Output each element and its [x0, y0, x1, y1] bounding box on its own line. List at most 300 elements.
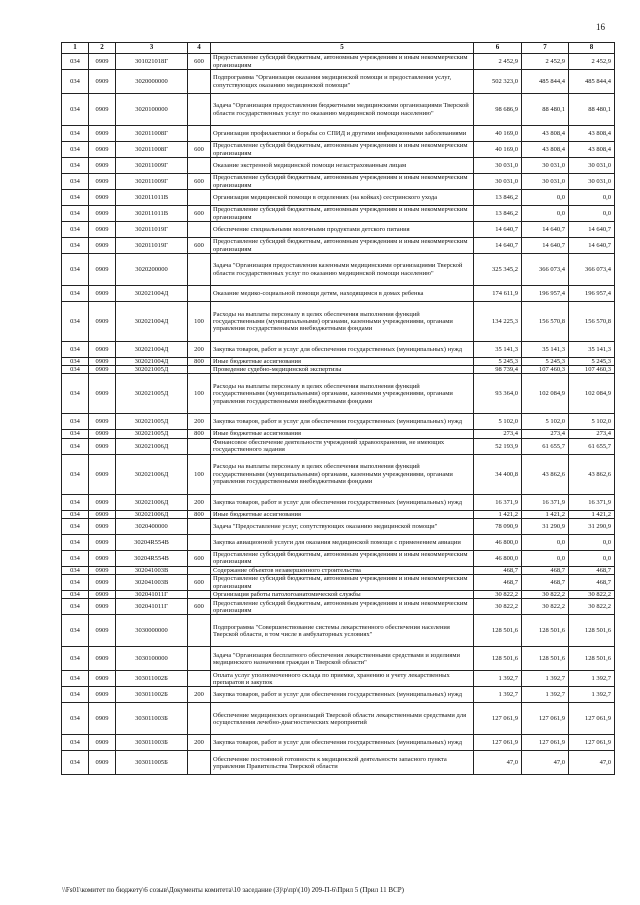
amount-year2-cell: 16 371,9 — [522, 494, 569, 510]
target-article-cell: 302011019Г — [116, 238, 188, 254]
target-article-cell: 3030000000 — [116, 615, 188, 647]
description-cell: Обеспечение специальными молочными продуктами детского питания — [211, 222, 474, 238]
amount-year3-cell: 61 655,7 — [569, 438, 615, 454]
amount-year2-cell: 14 640,7 — [522, 222, 569, 238]
amount-year2-cell: 366 073,4 — [522, 254, 569, 286]
table-row — [62, 190, 615, 206]
expense-type-cell: 100 — [188, 454, 211, 494]
column-header: 6 — [474, 43, 522, 54]
amount-year1-cell: 93 364,0 — [474, 374, 522, 414]
description-cell: Расходы на выплаты персоналу в целях обеспечения выполнения функций государственными (муниципальными) органами, казенными учреждениями, органами управления государственными внебюджетными фондами — [211, 302, 474, 342]
table-row — [62, 454, 615, 494]
section-code-cell: 0909 — [89, 454, 116, 494]
table-row — [62, 751, 615, 775]
section-code-cell: 0909 — [89, 414, 116, 430]
amount-year1-cell: 5 245,3 — [474, 358, 522, 366]
amount-year3-cell: 14 640,7 — [569, 238, 615, 254]
amount-year1-cell: 40 169,0 — [474, 126, 522, 142]
expense-type-cell: 600 — [188, 238, 211, 254]
target-article-cell: 302041003В — [116, 575, 188, 591]
target-article-cell: 302011009Г — [116, 158, 188, 174]
table-header-row — [62, 43, 615, 54]
amount-year2-cell: 5 102,0 — [522, 414, 569, 430]
amount-year1-cell: 46 800,0 — [474, 550, 522, 566]
target-article-cell: 3020000000 — [116, 70, 188, 94]
amount-year2-cell: 156 570,8 — [522, 302, 569, 342]
amount-year1-cell: 30 822,2 — [474, 599, 522, 615]
amount-year1-cell: 5 102,0 — [474, 414, 522, 430]
expense-type-cell: 600 — [188, 54, 211, 70]
expense-type-cell: 800 — [188, 430, 211, 438]
target-article-cell: 303011002Б — [116, 671, 188, 687]
amount-year3-cell: 127 061,9 — [569, 735, 615, 751]
description-cell: Подпрограмма "Организация оказания медицинской помощи и предоставления услуг, сопутствующих оказанию медицинской помощи" — [211, 70, 474, 94]
table-row — [62, 703, 615, 735]
column-header: 1 — [62, 43, 89, 54]
expense-type-cell: 100 — [188, 302, 211, 342]
section-code-cell: 0909 — [89, 254, 116, 286]
admin-code-cell: 034 — [62, 591, 89, 599]
amount-year1-cell: 98 739,4 — [474, 366, 522, 374]
table-row — [62, 302, 615, 342]
admin-code-cell: 034 — [62, 534, 89, 550]
section-code-cell: 0909 — [89, 703, 116, 735]
table-row — [62, 438, 615, 454]
section-code-cell: 0909 — [89, 206, 116, 222]
table-row — [62, 615, 615, 647]
expense-type-cell: 600 — [188, 206, 211, 222]
target-article-cell: 3020200000 — [116, 254, 188, 286]
target-article-cell: 302021005Д — [116, 414, 188, 430]
expense-type-cell — [188, 566, 211, 574]
amount-year3-cell: 468,7 — [569, 575, 615, 591]
amount-year2-cell: 61 655,7 — [522, 438, 569, 454]
admin-code-cell: 034 — [62, 238, 89, 254]
expense-type-cell — [188, 438, 211, 454]
amount-year2-cell: 35 141,3 — [522, 342, 569, 358]
table-row — [62, 158, 615, 174]
table-row — [62, 286, 615, 302]
admin-code-cell: 034 — [62, 286, 89, 302]
expense-type-cell — [188, 647, 211, 671]
amount-year2-cell: 273,4 — [522, 430, 569, 438]
admin-code-cell: 034 — [62, 206, 89, 222]
target-article-cell: 302011011В — [116, 190, 188, 206]
admin-code-cell: 034 — [62, 454, 89, 494]
amount-year3-cell: 30 031,0 — [569, 174, 615, 190]
table-row — [62, 494, 615, 510]
table-row — [62, 414, 615, 430]
section-code-cell: 0909 — [89, 510, 116, 518]
section-code-cell: 0909 — [89, 518, 116, 534]
section-code-cell: 0909 — [89, 374, 116, 414]
amount-year1-cell: 13 846,2 — [474, 190, 522, 206]
expense-type-cell — [188, 366, 211, 374]
amount-year2-cell: 0,0 — [522, 190, 569, 206]
amount-year3-cell: 43 862,6 — [569, 454, 615, 494]
section-code-cell: 0909 — [89, 174, 116, 190]
amount-year1-cell: 46 800,0 — [474, 534, 522, 550]
amount-year3-cell: 30 031,0 — [569, 158, 615, 174]
amount-year2-cell: 1 392,7 — [522, 687, 569, 703]
expense-type-cell: 600 — [188, 575, 211, 591]
table-row — [62, 599, 615, 615]
amount-year3-cell: 31 290,9 — [569, 518, 615, 534]
amount-year2-cell: 196 957,4 — [522, 286, 569, 302]
description-cell: Расходы на выплаты персоналу в целях обеспечения выполнения функций государственными (муниципальными) органами, казенными учреждениями, органами управления государственными внебюджетными фондами — [211, 374, 474, 414]
expense-type-cell — [188, 534, 211, 550]
amount-year3-cell: 16 371,9 — [569, 494, 615, 510]
expense-type-cell: 600 — [188, 174, 211, 190]
amount-year3-cell: 30 822,2 — [569, 599, 615, 615]
amount-year2-cell: 5 245,3 — [522, 358, 569, 366]
admin-code-cell: 034 — [62, 647, 89, 671]
target-article-cell: 303011003Б — [116, 703, 188, 735]
amount-year1-cell: 502 323,0 — [474, 70, 522, 94]
amount-year3-cell: 88 480,1 — [569, 94, 615, 126]
table-row — [62, 174, 615, 190]
amount-year1-cell: 468,7 — [474, 575, 522, 591]
admin-code-cell: 034 — [62, 374, 89, 414]
expense-type-cell — [188, 158, 211, 174]
description-cell: Предоставление субсидий бюджетным, автономным учреждениям и иным некоммерческим организациям — [211, 575, 474, 591]
description-cell: Закупка товаров, работ и услуг для обеспечения государственных (муниципальных) нужд — [211, 414, 474, 430]
admin-code-cell: 034 — [62, 438, 89, 454]
target-article-cell: 302011008Г — [116, 142, 188, 158]
description-cell: Расходы на выплаты персоналу в целях обеспечения выполнения функций государственными (муниципальными) органами, казенными учреждениями, органами управления государственными внебюджетными фондами — [211, 454, 474, 494]
section-code-cell: 0909 — [89, 751, 116, 775]
description-cell: Подпрограмма "Совершенствование системы лекарственного обеспечения населения Тверской области, в том числе в амбулаторных условиях" — [211, 615, 474, 647]
description-cell: Задача "Организация бесплатного обеспечения лекарственными средствами и изделиями медицинского назначения граждан в Тверской области" — [211, 647, 474, 671]
admin-code-cell: 034 — [62, 414, 89, 430]
section-code-cell: 0909 — [89, 735, 116, 751]
amount-year3-cell: 273,4 — [569, 430, 615, 438]
expense-type-cell — [188, 126, 211, 142]
amount-year2-cell: 0,0 — [522, 534, 569, 550]
admin-code-cell: 034 — [62, 751, 89, 775]
amount-year1-cell: 35 141,3 — [474, 342, 522, 358]
description-cell: Закупка товаров, работ и услуг для обеспечения государственных (муниципальных) нужд — [211, 494, 474, 510]
description-cell: Предоставление субсидий бюджетным, автономным учреждениям и иным некоммерческим организациям — [211, 54, 474, 70]
section-code-cell: 0909 — [89, 566, 116, 574]
amount-year3-cell: 0,0 — [569, 550, 615, 566]
table-row — [62, 671, 615, 687]
description-cell: Закупка товаров, работ и услуг для обеспечения государственных (муниципальных) нужд — [211, 342, 474, 358]
target-article-cell: 30204R554В — [116, 534, 188, 550]
expense-type-cell — [188, 94, 211, 126]
section-code-cell: 0909 — [89, 286, 116, 302]
description-cell: Проведение судебно-медицинской экспертизы — [211, 366, 474, 374]
amount-year3-cell: 0,0 — [569, 534, 615, 550]
admin-code-cell: 034 — [62, 494, 89, 510]
amount-year3-cell: 107 460,3 — [569, 366, 615, 374]
expense-type-cell — [188, 591, 211, 599]
amount-year2-cell: 0,0 — [522, 550, 569, 566]
admin-code-cell: 034 — [62, 671, 89, 687]
section-code-cell: 0909 — [89, 94, 116, 126]
admin-code-cell: 034 — [62, 687, 89, 703]
expense-type-cell: 200 — [188, 494, 211, 510]
table-row — [62, 366, 615, 374]
amount-year3-cell: 468,7 — [569, 566, 615, 574]
target-article-cell: 302021004Д — [116, 302, 188, 342]
section-code-cell: 0909 — [89, 358, 116, 366]
amount-year1-cell: 128 501,6 — [474, 615, 522, 647]
description-cell: Организация медицинской помощи в отделениях (на койках) сестринского ухода — [211, 190, 474, 206]
target-article-cell: 3030100000 — [116, 647, 188, 671]
description-cell: Предоставление субсидий бюджетным, автономным учреждениям и иным некоммерческим организациям — [211, 238, 474, 254]
table-row — [62, 735, 615, 751]
amount-year1-cell: 2 452,9 — [474, 54, 522, 70]
admin-code-cell: 034 — [62, 142, 89, 158]
amount-year1-cell: 13 846,2 — [474, 206, 522, 222]
target-article-cell: 302021006Д — [116, 510, 188, 518]
table-row — [62, 518, 615, 534]
amount-year2-cell: 485 844,4 — [522, 70, 569, 94]
expense-type-cell: 200 — [188, 687, 211, 703]
description-cell: Задача "Предоставление услуг, сопутствующих оказанию медицинской помощи" — [211, 518, 474, 534]
target-article-cell: 301021018Г — [116, 54, 188, 70]
amount-year1-cell: 128 501,6 — [474, 647, 522, 671]
target-article-cell: 302041003В — [116, 566, 188, 574]
column-header: 8 — [569, 43, 615, 54]
table-row — [62, 510, 615, 518]
description-cell: Оказание экстренной медицинской помощи незастрахованным лицам — [211, 158, 474, 174]
target-article-cell: 302041011Г — [116, 599, 188, 615]
admin-code-cell: 034 — [62, 190, 89, 206]
target-article-cell: 302011008Г — [116, 126, 188, 142]
target-article-cell: 302021004Д — [116, 342, 188, 358]
file-path-footer: \\Fs01\комитет по бюджету\6 созыв\Документы комитета\10 заседание (3)\р\пр\(10) 209-П-6\Прил 5 (Прил 11 ВСР) — [62, 886, 404, 894]
section-code-cell: 0909 — [89, 302, 116, 342]
admin-code-cell: 034 — [62, 735, 89, 751]
section-code-cell: 0909 — [89, 222, 116, 238]
description-cell: Иные бюджетные ассигнования — [211, 358, 474, 366]
amount-year3-cell: 128 501,6 — [569, 647, 615, 671]
admin-code-cell: 034 — [62, 126, 89, 142]
table-row — [62, 238, 615, 254]
table-row — [62, 647, 615, 671]
description-cell: Предоставление субсидий бюджетным, автономным учреждениям и иным некоммерческим организациям — [211, 599, 474, 615]
description-cell: Иные бюджетные ассигнования — [211, 510, 474, 518]
amount-year3-cell: 1 392,7 — [569, 687, 615, 703]
expense-type-cell — [188, 254, 211, 286]
section-code-cell: 0909 — [89, 158, 116, 174]
admin-code-cell: 034 — [62, 158, 89, 174]
description-cell: Предоставление субсидий бюджетным, автономным учреждениям и иным некоммерческим организациям — [211, 206, 474, 222]
description-cell: Закупка товаров, работ и услуг для обеспечения государственных (муниципальных) нужд — [211, 687, 474, 703]
table-row — [62, 94, 615, 126]
section-code-cell: 0909 — [89, 342, 116, 358]
amount-year2-cell: 468,7 — [522, 575, 569, 591]
amount-year3-cell: 47,0 — [569, 751, 615, 775]
description-cell: Финансовое обеспечение деятельности учреждений здравоохранения, не имеющих государственного задания — [211, 438, 474, 454]
expense-type-cell — [188, 70, 211, 94]
target-article-cell: 302011009Г — [116, 174, 188, 190]
section-code-cell: 0909 — [89, 54, 116, 70]
amount-year2-cell: 43 808,4 — [522, 142, 569, 158]
table-row — [62, 374, 615, 414]
section-code-cell: 0909 — [89, 687, 116, 703]
amount-year1-cell: 174 611,9 — [474, 286, 522, 302]
table-row — [62, 54, 615, 70]
admin-code-cell: 034 — [62, 566, 89, 574]
amount-year1-cell: 78 090,9 — [474, 518, 522, 534]
amount-year2-cell: 43 862,6 — [522, 454, 569, 494]
admin-code-cell: 034 — [62, 703, 89, 735]
amount-year1-cell: 47,0 — [474, 751, 522, 775]
expense-type-cell — [188, 190, 211, 206]
admin-code-cell: 034 — [62, 358, 89, 366]
admin-code-cell: 034 — [62, 575, 89, 591]
amount-year2-cell: 43 808,4 — [522, 126, 569, 142]
table-body — [62, 54, 615, 775]
expense-type-cell — [188, 751, 211, 775]
admin-code-cell: 034 — [62, 222, 89, 238]
description-cell: Закупка товаров, работ и услуг для обеспечения государственных (муниципальных) нужд — [211, 735, 474, 751]
admin-code-cell: 034 — [62, 430, 89, 438]
expense-type-cell: 200 — [188, 414, 211, 430]
table-row — [62, 534, 615, 550]
admin-code-cell: 034 — [62, 54, 89, 70]
description-cell: Предоставление субсидий бюджетным, автономным учреждениям и иным некоммерческим организациям — [211, 550, 474, 566]
section-code-cell: 0909 — [89, 438, 116, 454]
description-cell: Предоставление субсидий бюджетным, автономным учреждениям и иным некоммерческим организациям — [211, 174, 474, 190]
amount-year1-cell: 127 061,9 — [474, 703, 522, 735]
table-row — [62, 430, 615, 438]
target-article-cell: 302021006Д — [116, 438, 188, 454]
amount-year2-cell: 47,0 — [522, 751, 569, 775]
target-article-cell: 303011002Б — [116, 687, 188, 703]
section-code-cell: 0909 — [89, 591, 116, 599]
amount-year1-cell: 127 061,9 — [474, 735, 522, 751]
table-row — [62, 206, 615, 222]
description-cell: Содержание объектов незавершенного строительства — [211, 566, 474, 574]
amount-year1-cell: 134 225,3 — [474, 302, 522, 342]
amount-year3-cell: 5 245,3 — [569, 358, 615, 366]
admin-code-cell: 034 — [62, 615, 89, 647]
amount-year1-cell: 325 345,2 — [474, 254, 522, 286]
amount-year2-cell: 30 031,0 — [522, 158, 569, 174]
target-article-cell: 302021005Д — [116, 430, 188, 438]
admin-code-cell: 034 — [62, 302, 89, 342]
expense-type-cell: 600 — [188, 599, 211, 615]
amount-year3-cell: 30 822,2 — [569, 591, 615, 599]
section-code-cell: 0909 — [89, 70, 116, 94]
target-article-cell: 303011003Б — [116, 735, 188, 751]
expense-type-cell: 200 — [188, 735, 211, 751]
target-article-cell: 302011011В — [116, 206, 188, 222]
target-article-cell: 302011019Г — [116, 222, 188, 238]
amount-year1-cell: 34 400,8 — [474, 454, 522, 494]
target-article-cell: 302021004Д — [116, 286, 188, 302]
amount-year1-cell: 52 193,9 — [474, 438, 522, 454]
amount-year2-cell: 128 501,6 — [522, 615, 569, 647]
expense-type-cell — [188, 518, 211, 534]
target-article-cell: 30204R554В — [116, 550, 188, 566]
expense-type-cell — [188, 286, 211, 302]
section-code-cell: 0909 — [89, 494, 116, 510]
expense-type-cell: 600 — [188, 142, 211, 158]
column-header: 3 — [116, 43, 188, 54]
description-cell: Предоставление субсидий бюджетным, автономным учреждениям и иным некоммерческим организациям — [211, 142, 474, 158]
table-row — [62, 687, 615, 703]
description-cell: Обеспечение медицинских организаций Тверской области лекарственными средствами для осуществления лечебно-диагностических мероприятий — [211, 703, 474, 735]
amount-year2-cell: 128 501,6 — [522, 647, 569, 671]
amount-year3-cell: 2 452,9 — [569, 54, 615, 70]
section-code-cell: 0909 — [89, 430, 116, 438]
section-code-cell: 0909 — [89, 575, 116, 591]
table-row — [62, 254, 615, 286]
description-cell: Задача "Организация предоставления бюджетными медицинскими организациями Тверской области государственных услуг по оказанию медицинской помощи населению" — [211, 94, 474, 126]
amount-year3-cell: 35 141,3 — [569, 342, 615, 358]
section-code-cell: 0909 — [89, 126, 116, 142]
table-row — [62, 342, 615, 358]
table-row — [62, 222, 615, 238]
amount-year1-cell: 1 421,2 — [474, 510, 522, 518]
amount-year1-cell: 30 822,2 — [474, 591, 522, 599]
expense-type-cell: 100 — [188, 374, 211, 414]
amount-year2-cell: 30 031,0 — [522, 174, 569, 190]
amount-year2-cell: 1 392,7 — [522, 671, 569, 687]
expense-type-cell — [188, 615, 211, 647]
amount-year1-cell: 14 640,7 — [474, 222, 522, 238]
target-article-cell: 302021004Д — [116, 358, 188, 366]
amount-year3-cell: 43 808,4 — [569, 126, 615, 142]
column-header: 4 — [188, 43, 211, 54]
admin-code-cell: 034 — [62, 342, 89, 358]
amount-year3-cell: 0,0 — [569, 190, 615, 206]
amount-year3-cell: 43 808,4 — [569, 142, 615, 158]
target-article-cell: 3020100000 — [116, 94, 188, 126]
amount-year2-cell: 30 822,2 — [522, 599, 569, 615]
amount-year2-cell: 1 421,2 — [522, 510, 569, 518]
admin-code-cell: 034 — [62, 254, 89, 286]
admin-code-cell: 034 — [62, 510, 89, 518]
target-article-cell: 302021006Д — [116, 494, 188, 510]
description-cell: Задача "Организация предоставления казенными медицинскими организациями Тверской области государственных услуг по оказанию медицинской помощи населению" — [211, 254, 474, 286]
amount-year1-cell: 30 031,0 — [474, 174, 522, 190]
table-row — [62, 566, 615, 574]
amount-year3-cell: 0,0 — [569, 206, 615, 222]
admin-code-cell: 034 — [62, 550, 89, 566]
amount-year3-cell: 127 061,9 — [569, 703, 615, 735]
description-cell: Оплата услуг уполномоченного склада по приемке, хранению и учету лекарственных препаратов и закупок — [211, 671, 474, 687]
amount-year2-cell: 102 084,9 — [522, 374, 569, 414]
expense-type-cell: 800 — [188, 510, 211, 518]
expense-type-cell: 600 — [188, 550, 211, 566]
amount-year3-cell: 102 084,9 — [569, 374, 615, 414]
amount-year3-cell: 366 073,4 — [569, 254, 615, 286]
target-article-cell: 302021006Д — [116, 454, 188, 494]
table-row — [62, 70, 615, 94]
section-code-cell: 0909 — [89, 550, 116, 566]
amount-year2-cell: 0,0 — [522, 206, 569, 222]
target-article-cell: 303011005Б — [116, 751, 188, 775]
budget-table — [61, 42, 615, 775]
section-code-cell: 0909 — [89, 366, 116, 374]
expense-type-cell — [188, 671, 211, 687]
amount-year1-cell: 14 640,7 — [474, 238, 522, 254]
section-code-cell: 0909 — [89, 238, 116, 254]
amount-year2-cell: 14 640,7 — [522, 238, 569, 254]
expense-type-cell — [188, 703, 211, 735]
section-code-cell: 0909 — [89, 615, 116, 647]
table-row — [62, 591, 615, 599]
target-article-cell: 302041011Г — [116, 591, 188, 599]
column-header: 5 — [211, 43, 474, 54]
amount-year2-cell: 2 452,9 — [522, 54, 569, 70]
